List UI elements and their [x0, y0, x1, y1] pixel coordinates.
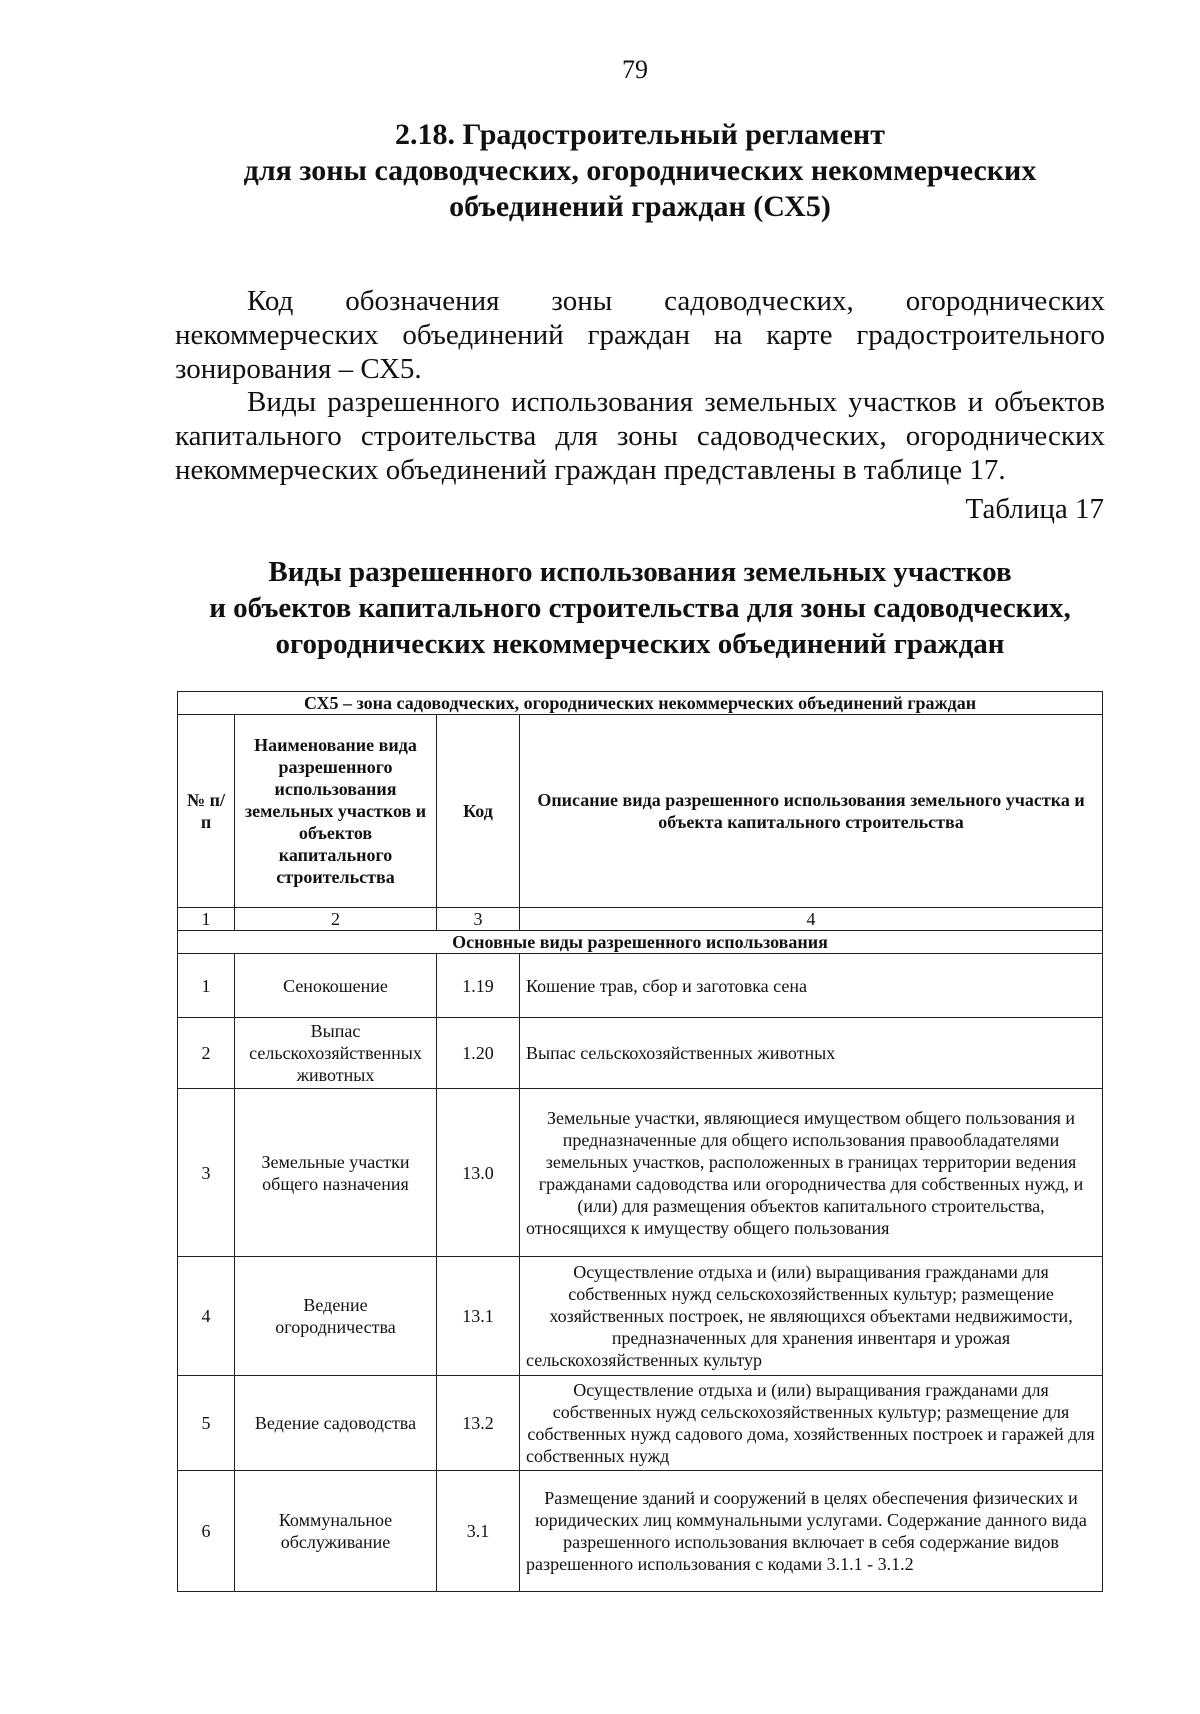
paragraph-permitted-uses: Виды разрешенного использования земельных участков и объектов капитального строительства для зоны садоводческих, огороднических некоммерческих объединений граждан представлены в таблице 17. [175, 386, 1105, 486]
permitted-uses-table [177, 691, 1103, 1592]
row-code: 1.20 [437, 1018, 520, 1089]
column-number-row [178, 908, 1103, 931]
column-header-number: № п/п [178, 715, 235, 908]
row-use-name: Коммунальное обслуживание [235, 1471, 437, 1592]
row-number: 5 [178, 1376, 235, 1471]
row-use-name: Ведение садоводства [235, 1376, 437, 1471]
row-use-name: Земельные участки общего назначения [235, 1089, 437, 1257]
row-description: Земельные участки, являющиеся имуществом общего пользования и предназначенные для общего использования правообладателями земельных участков, расположенных в границах территории ведения гражданами садоводства или огородничества для собственных нужд, и (или) для размещения объектов капитального строительства, относящихся к имуществу общего пользования [520, 1089, 1103, 1257]
row-use-name: Ведение огородничества [235, 1257, 437, 1376]
table-row [178, 1018, 1103, 1089]
row-number: 4 [178, 1257, 235, 1376]
zone-header-cell: СХ5 – зона садоводческих, огороднических некоммерческих объединений граждан [178, 692, 1103, 715]
table-title [175, 554, 1105, 662]
row-description: Размещение зданий и сооружений в целях обеспечения физических и юридических лиц коммунальными услугами. Содержание данного вида разрешенного использования включает в себя содержание видов разрешенного использования с кодами 3.1.1 - 3.1.2 [520, 1471, 1103, 1592]
row-description: Осуществление отдыха и (или) выращивания гражданами для собственных нужд сельскохозяйственных культур; размещение хозяйственных построек, не являющихся объектами недвижимости, предназначенных для хранения инвентаря и урожая сельскохозяйственных культур [520, 1257, 1103, 1376]
table-row [178, 954, 1103, 1018]
row-number: 3 [178, 1089, 235, 1257]
table-title-line: огороднических некоммерческих объединений граждан [275, 628, 1005, 660]
column-number: 4 [520, 908, 1103, 931]
column-header-code: Код [437, 715, 520, 908]
section-heading-line: для зоны садоводческих, огороднических некоммерческих [243, 154, 1037, 187]
row-code: 13.2 [437, 1376, 520, 1471]
table-title-line: Виды разрешенного использования земельных участков [268, 556, 1012, 588]
row-number: 6 [178, 1471, 235, 1592]
row-description: Осуществление отдыха и (или) выращивания гражданами для собственных нужд сельскохозяйственных культур; размещение для собственных нужд садового дома, хозяйственных построек и гаражей для собственных нужд [520, 1376, 1103, 1471]
table-row [178, 1257, 1103, 1376]
row-number: 1 [178, 954, 235, 1018]
column-number: 2 [235, 908, 437, 931]
zone-header-row [178, 692, 1103, 715]
section-heading [175, 117, 1105, 225]
row-use-name: Сенокошение [235, 954, 437, 1018]
group-header-row [178, 931, 1103, 954]
row-description: Кошение трав, сбор и заготовка сена [520, 954, 1103, 1018]
table-row [178, 1471, 1103, 1592]
section-heading-line: 2.18. Градостроительный регламент [395, 118, 885, 151]
page-number: 79 [622, 55, 648, 84]
column-number: 1 [178, 908, 235, 931]
row-number: 2 [178, 1018, 235, 1089]
column-header-description: Описание вида разрешенного использования земельного участка и объекта капитального строительства [520, 715, 1103, 908]
column-number: 3 [437, 908, 520, 931]
row-code: 13.0 [437, 1089, 520, 1257]
table-row [178, 1089, 1103, 1257]
row-code: 1.19 [437, 954, 520, 1018]
table-label: Таблица 17 [965, 493, 1104, 525]
section-heading-line: объединений граждан (СХ5) [449, 190, 831, 223]
column-header-name: Наименование вида разрешенного использования земельных участков и объектов капитального строительства [235, 715, 437, 908]
table-title-line: и объектов капитального строительства для зоны садоводческих, [209, 592, 1071, 624]
paragraph-zone-code: Код обозначения зоны садоводческих, огороднических некоммерческих объединений граждан на карте градостроительного зонирования – СХ5. [175, 285, 1105, 385]
row-description: Выпас сельскохозяйственных животных [520, 1018, 1103, 1089]
row-code: 3.1 [437, 1471, 520, 1592]
group-header-cell: Основные виды разрешенного использования [178, 931, 1103, 954]
column-header-row [178, 715, 1103, 908]
row-use-name: Выпас сельскохозяйственных животных [235, 1018, 437, 1089]
table-row [178, 1376, 1103, 1471]
row-code: 13.1 [437, 1257, 520, 1376]
